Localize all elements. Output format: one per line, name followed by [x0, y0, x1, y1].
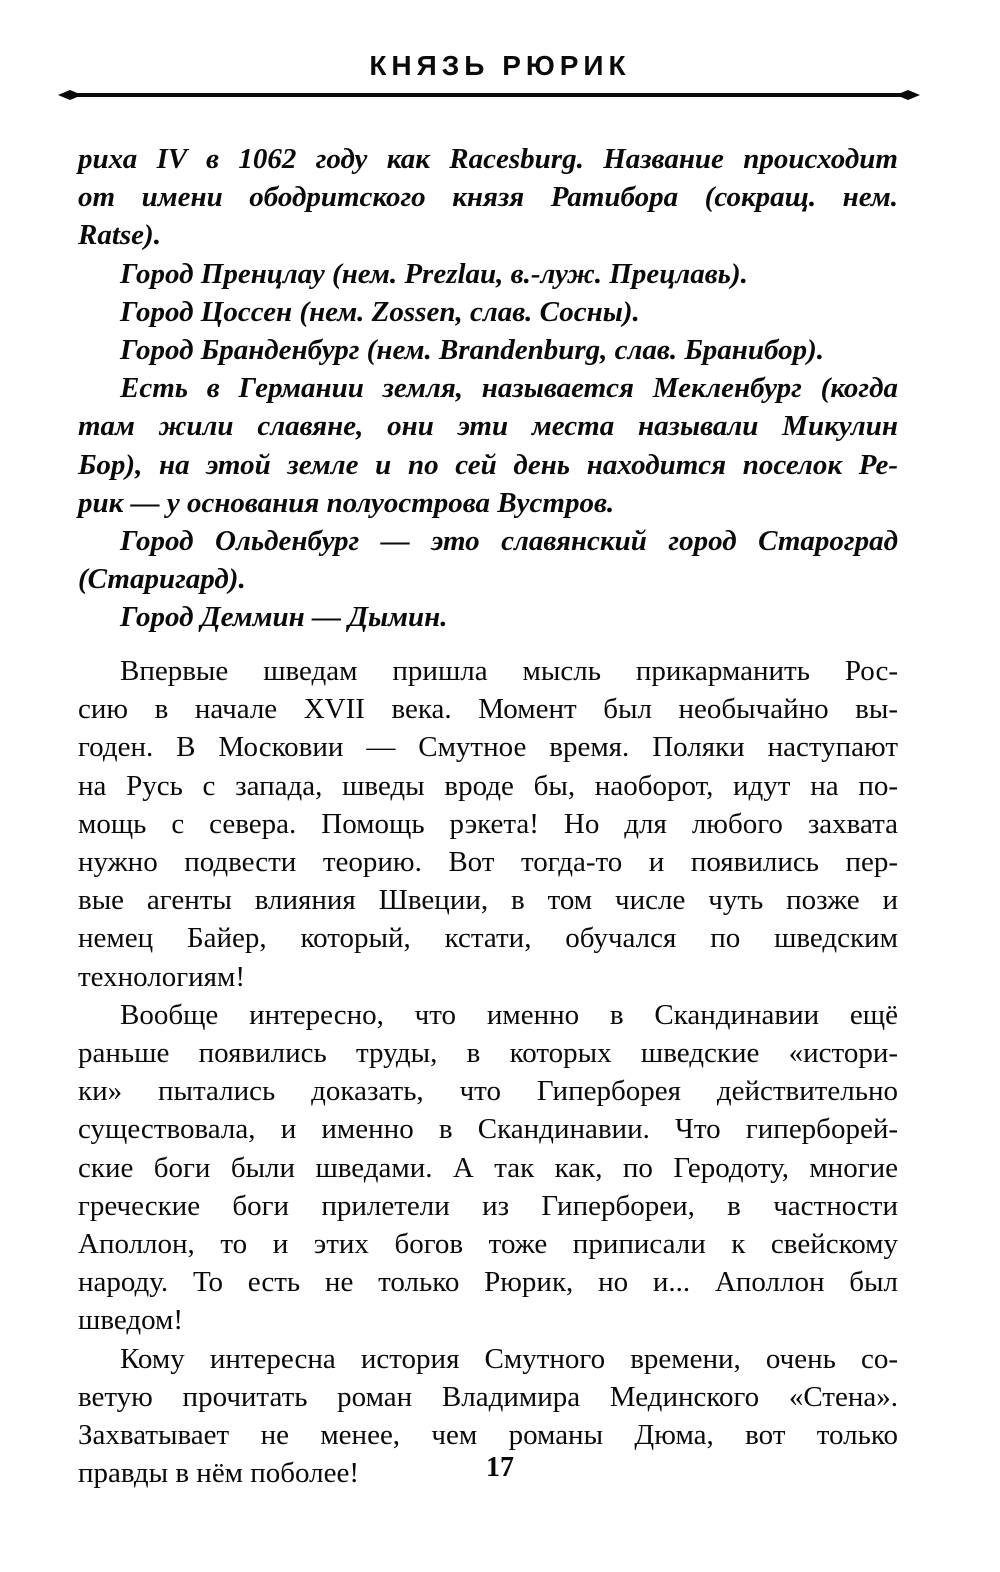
body-line: Впервые шведам пришла мысль прикарманить Рос-: [120, 655, 898, 687]
quote-line: Бор), на этой земле и по сей день находится поселок Ре-: [78, 448, 898, 481]
body-line: народу. То есть не только Рюрик, но и... Аполлон был: [78, 1266, 898, 1299]
body-line: Вообще интересно, что именно в Скандинавии ещё: [120, 998, 898, 1031]
body-line: греческие боги прилетели из Гипербореи, в частности: [78, 1189, 898, 1222]
body-line: технологиям!: [78, 960, 246, 993]
quote-line: рик — у основания полуострова Вустров.: [78, 486, 615, 519]
quote-line: (Старигард).: [78, 563, 246, 596]
quote-line: там жили славяне, они эти места называли Микулин: [78, 410, 898, 443]
body-line: существовала, и именно в Скандинавии. Что гиперборей-: [78, 1113, 898, 1146]
quote-line: Город Деммин — Дымин.: [120, 601, 448, 634]
quote-line: Город Цоссен (нем. Zossen, слав. Сосны).: [120, 295, 640, 328]
body-line: ветую прочитать роман Владимира Мединского «Стена».: [78, 1380, 898, 1413]
body-line: Кому интересна история Смутного времени, очень со-: [120, 1342, 898, 1375]
body-line: Захватывает не менее, чем романы Дюма, вот только: [78, 1419, 898, 1452]
quote-line: Есть в Германии земля, называется Мекленбург (когда: [120, 372, 898, 405]
body-line: Аполлон, то и этих богов тоже приписали к свейскому: [78, 1228, 898, 1261]
body-line: на Русь с запада, шведы вроде бы, наоборот, идут на по-: [78, 769, 898, 802]
body-line: сию в начале XVII века. Момент был необычайно вы-: [78, 693, 898, 726]
page-number: 17: [486, 1452, 514, 1483]
body-line: шведом!: [78, 1304, 184, 1337]
quote-line: Город Пренцлау (нем. Prezlau, в.-луж. Прецлавь).: [120, 257, 748, 290]
header-rule: [58, 86, 920, 104]
body-text: [78, 652, 898, 1492]
body-line: ские боги были шведами. А так как, по Геродоту, многие: [78, 1151, 898, 1184]
body-line: мощь с севера. Помощь рэкета! Но для любого захвата: [78, 807, 898, 840]
body-line: ки» пытались доказать, что Гиперборея действительно: [78, 1075, 898, 1108]
body-line: нужно подвести теорию. Вот тогда-то и появились пер-: [78, 846, 898, 879]
body-line: годен. В Московии — Смутное время. Поляки наступают: [78, 731, 898, 764]
quote-line: Город Ольденбург — это славянский город Староград: [120, 525, 898, 558]
quote-block: [78, 140, 898, 637]
quote-line: Город Бранденбург (нем. Brandenburg, слав. Бранибор).: [120, 334, 824, 367]
body-line: правды в нём поболее!: [78, 1457, 360, 1490]
running-header: КНЯЗЬ РЮРИК: [369, 50, 631, 81]
body-line: раньше появились труды, в которых шведские «истори-: [78, 1037, 898, 1070]
quote-line: Ratse).: [78, 219, 161, 252]
quote-line: от имени ободритского князя Ратибора (сокращ. нем.: [78, 181, 898, 214]
body-line: немец Байер, который, кстати, обучался по шведским: [78, 922, 898, 955]
quote-line: риха IV в 1062 году как Racesburg. Название происходит: [78, 143, 898, 175]
body-line: вые агенты влияния Швеции, в том числе чуть позже и: [78, 884, 898, 917]
